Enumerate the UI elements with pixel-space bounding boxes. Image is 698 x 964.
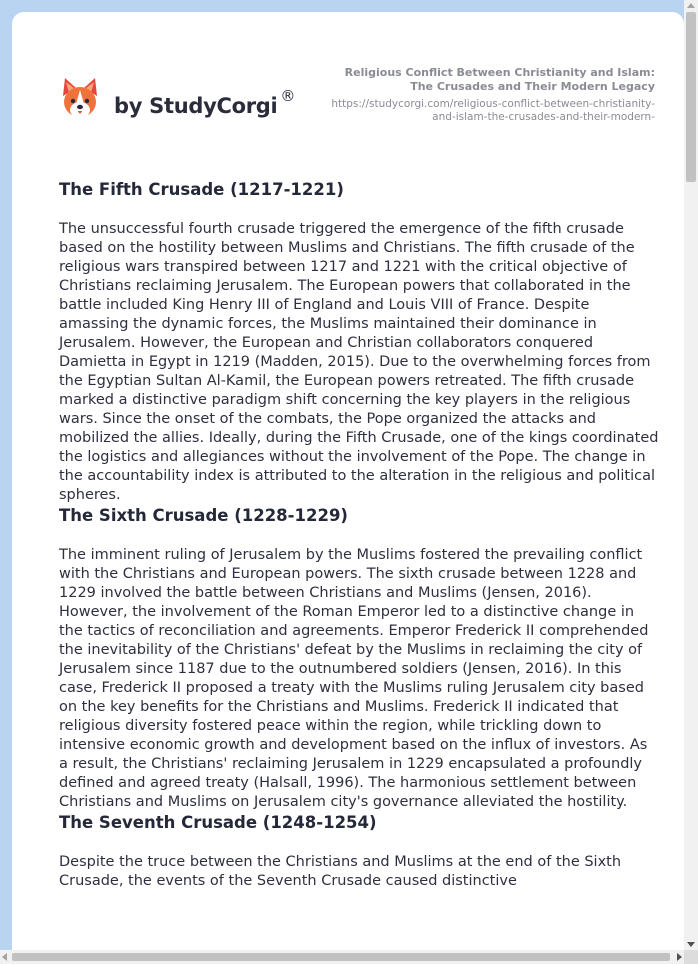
studycorgi-logo[interactable]	[60, 76, 295, 120]
document-page	[12, 12, 684, 964]
scrollbar-corner	[684, 950, 698, 964]
vertical-scrollbar[interactable]	[684, 0, 698, 950]
vertical-scroll-thumb[interactable]	[686, 12, 696, 182]
scroll-up-arrow-icon[interactable]	[687, 3, 695, 8]
section-text-seventh-crusade: Despite the truce between the Christians and Muslims at the end of the Sixth Crusade, the events of the Seventh Crusade caused distinctive	[59, 854, 622, 889]
section-text-sixth-crusade: The imminent ruling of Jerusalem by the Muslims fostered the prevailing conflict with the Christians and European powers. The sixth crusade between 1228 and 1229 involved the battle between Christians and Muslims (Jensen, 2016). However, the involvement of the Roman Emperor led to a distinctive change in the tactics of reconciliation and agreements. Emperor Frederick II comprehended the inevitability of the Christians' defeat by the Muslims in reclaiming the city of Jerusalem since 1187 due to the outnumbered soldiers (Jensen, 2016). In this case, Frederick II proposed a treaty with the Muslims ruling Jerusalem city based on the key benefits for the Christians and Muslims. Frederick II indicated that religious diversity fostered peace within the region, while trickling down to intensive economic growth and development based on the influx of investors. As a result, the Christians' reclaiming Jerusalem in 1229 encapsulated a profoundly defined and agreed treaty (Halsall, 1996). The harmonious settlement between Christians and Muslims on Jerusalem city's governance alleviated the hostility.	[59, 547, 649, 810]
scroll-left-arrow-icon[interactable]	[2, 953, 7, 961]
horizontal-scroll-thumb[interactable]	[12, 953, 670, 961]
scroll-right-arrow-icon[interactable]	[677, 953, 682, 961]
section-heading-seventh-crusade: The Seventh Crusade (1248-1254)	[59, 813, 377, 832]
section-heading-sixth-crusade: The Sixth Crusade (1228-1229)	[59, 506, 348, 525]
document-title: Religious Conflict Between Christianity and Islam: The Crusades and Their Modern Legacy	[344, 66, 655, 93]
document-url[interactable]: https://studycorgi.com/religious-conflict-between-christianity-and-islam-the-crusades-and-their-modern-	[331, 98, 655, 123]
horizontal-scrollbar[interactable]	[0, 950, 684, 964]
brand-name: by StudyCorgi ®	[114, 86, 296, 118]
document-meta	[325, 66, 655, 124]
corgi-logo-icon	[60, 76, 100, 120]
section-text-fifth-crusade: The unsuccessful fourth crusade triggered the emergence of the fifth crusade based on the hostility between Muslims and Christians. The fifth crusade of the religious wars transpired between 1217 and 1221 with the critical objective of Christians reclaiming Jerusalem. The European powers that collaborated in the battle included King Henry III of England and Louis VIII of France. Despite amassing the dynamic forces, the Muslims maintained their dominance in Jerusalem. However, the European and Christian collaborators conquered Damietta in Egypt in 1219 (Madden, 2015). Due to the overwhelming forces from the Egyptian Sultan Al-Kamil, the European powers retreated. The fifth crusade marked a distinctive paradigm shift concerning the key players in the religious wars. Since the onset of the combats, the Pope organized the attacks and mobilized the allies. Ideally, during the Fifth Crusade, one of the kings coordinated the logistics and allegiances without the involvement of the Pope. The change in the accountability index is attributed to the alteration in the religious and political spheres.	[59, 221, 659, 503]
registered-mark: ®	[280, 86, 296, 105]
document-content	[59, 179, 659, 891]
scroll-down-arrow-icon[interactable]	[687, 942, 695, 947]
section-heading-fifth-crusade: The Fifth Crusade (1217-1221)	[59, 180, 344, 199]
